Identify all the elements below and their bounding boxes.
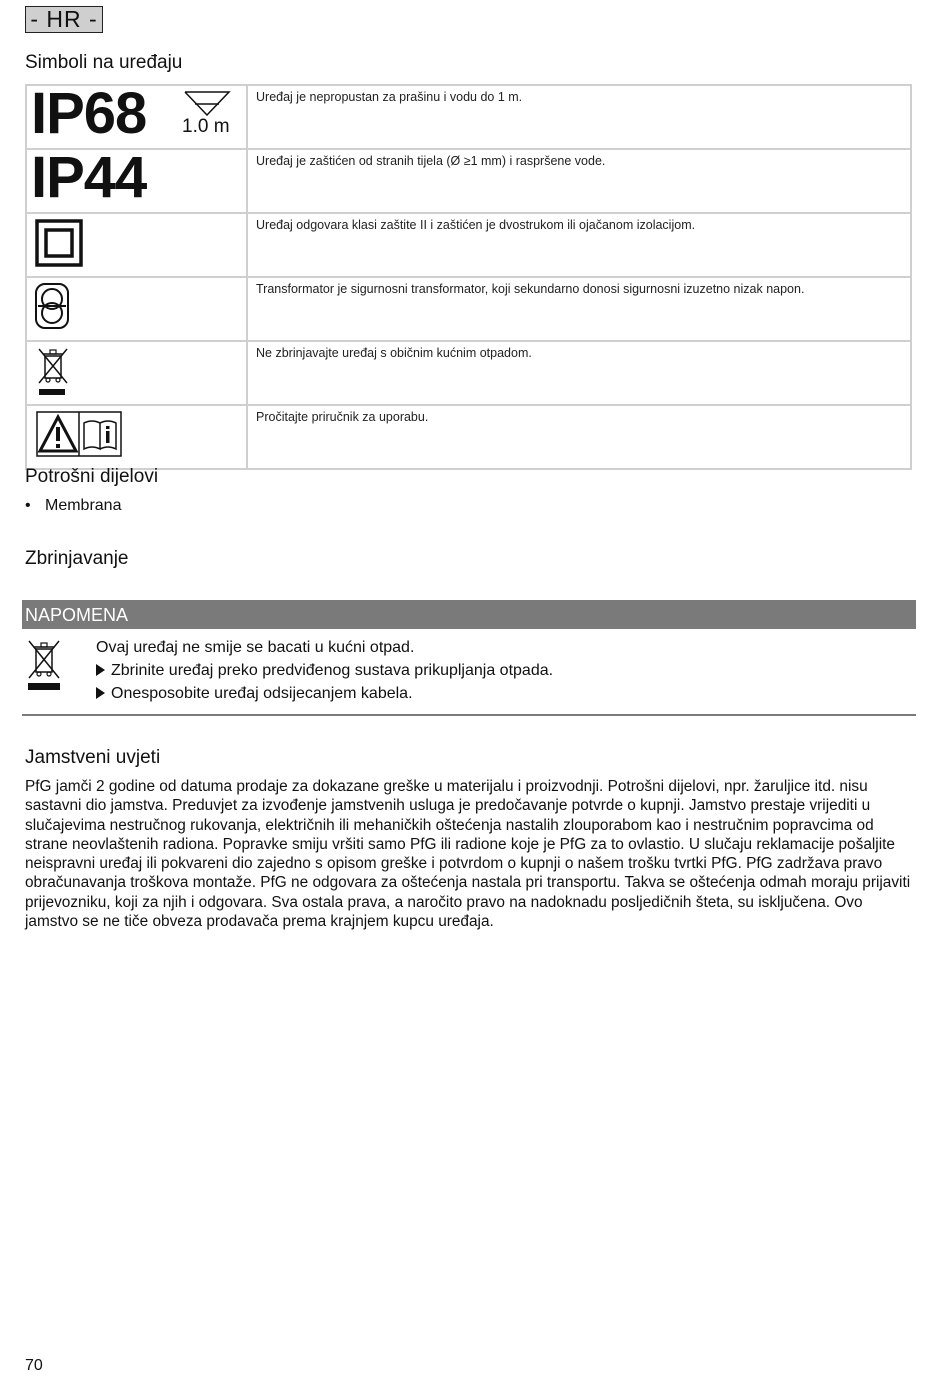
list-item	[25, 497, 121, 515]
disposal-heading: Zbrinjavanje	[25, 548, 129, 569]
note-box	[22, 629, 916, 716]
bullet-icon: •	[25, 497, 31, 514]
arrow-icon	[96, 687, 105, 699]
page-number: 70	[25, 1357, 43, 1374]
warranty-heading: Jamstveni uvjeti	[25, 747, 161, 768]
consumables-heading: Potrošni dijelovi	[25, 466, 159, 487]
note-step-text: Onesposobite uređaj odsijecanjem kabela.	[111, 685, 413, 702]
ip44-label: IP44	[31, 145, 147, 210]
read-manual-icon	[26, 405, 247, 469]
language-tag: - HR -	[25, 6, 103, 33]
symbol-row	[26, 277, 911, 341]
symbol-description: Uređaj je nepropustan za prašinu i vodu do 1 m.	[247, 85, 911, 149]
consumable-item: Membrana	[45, 497, 122, 514]
safety-transformer-icon	[26, 277, 247, 341]
symbol-description: Ne zbrinjavajte uređaj s običnim kućnim otpadom.	[247, 341, 911, 405]
note-step-text: Zbrinite uređaj preko predviđenog sustava prikupljanja otpada.	[111, 662, 554, 679]
symbol-description: Transformator je sigurnosni transformator, koji sekundarno donosi sigurnosni izuzetno nizak napon.	[247, 277, 911, 341]
symbol-row	[26, 341, 911, 405]
protection-class-ii-icon	[26, 213, 247, 277]
ip68-label: IP68	[31, 81, 147, 146]
ip68-depth-icon	[26, 81, 247, 149]
water-depth-icon	[183, 90, 231, 116]
symbol-description: Uređaj odgovara klasi zaštite II i zaštićen je dvostrukom ili ojačanom izolacijom.	[247, 213, 911, 277]
symbol-row	[26, 405, 911, 469]
warranty-text: PfG jamči 2 godine od datuma prodaje za dokazane greške u materijalu i proizvodnji. Potrošni dijelovi, npr. žaruljice itd. nisu sastavni dio jamstva. Preduvjet za izvođenje jamstvenih usluga je predočavanje potvrde o kupnji. Jamstvo prestaje vrijediti u slučajevima nestručnog rukovanja, električnih ili mehaničkih oštećenja nastalih zlouporabom kao i nestručnim popravcima od strane neovlaštenih radiona. Popravke smiju vršiti samo PfG ili radione koje je PfG za to ovlastio. U slučaju reklamacije pošaljite neispravni uređaj ili pokvareni dio zajedno s opisom greške i potvrdom o kupnji o našem trošku tvrtki PfG. PfG zadržava pravo obračunavanja troškova montaže. PfG ne odgovara za oštećenja nastala pri transportu. Takva se oštećenja odmah moraju prijaviti prijevozniku, koji za njih i odgovara. Sva ostala prava, a naročito pravo na nadoknadu posljedičnih šteta, su isključena. Ovo jamstvo se ne tiče obveza prodavača prema krajnjem kupcu uređaja.	[25, 778, 911, 931]
symbols-heading: Simboli na uređaju	[25, 52, 183, 73]
depth-label: 1.0 m	[182, 116, 230, 137]
note-header: NAPOMENA	[22, 600, 916, 629]
crossed-bin-icon	[26, 341, 247, 405]
note-intro: Ovaj uređaj ne smije se bacati u kućni otpad.	[96, 639, 415, 656]
symbols-table	[25, 81, 912, 470]
crossed-bin-icon	[26, 638, 62, 692]
ip44-icon	[26, 145, 247, 213]
note-step	[96, 662, 553, 680]
symbol-row	[26, 149, 911, 213]
note-step	[96, 685, 413, 703]
symbol-row	[26, 213, 911, 277]
arrow-icon	[96, 664, 105, 676]
symbol-description: Uređaj je zaštićen od stranih tijela (Ø ≥1 mm) i raspršene vode.	[247, 149, 911, 213]
symbol-description: Pročitajte priručnik za uporabu.	[247, 405, 911, 469]
symbol-row	[26, 85, 911, 149]
